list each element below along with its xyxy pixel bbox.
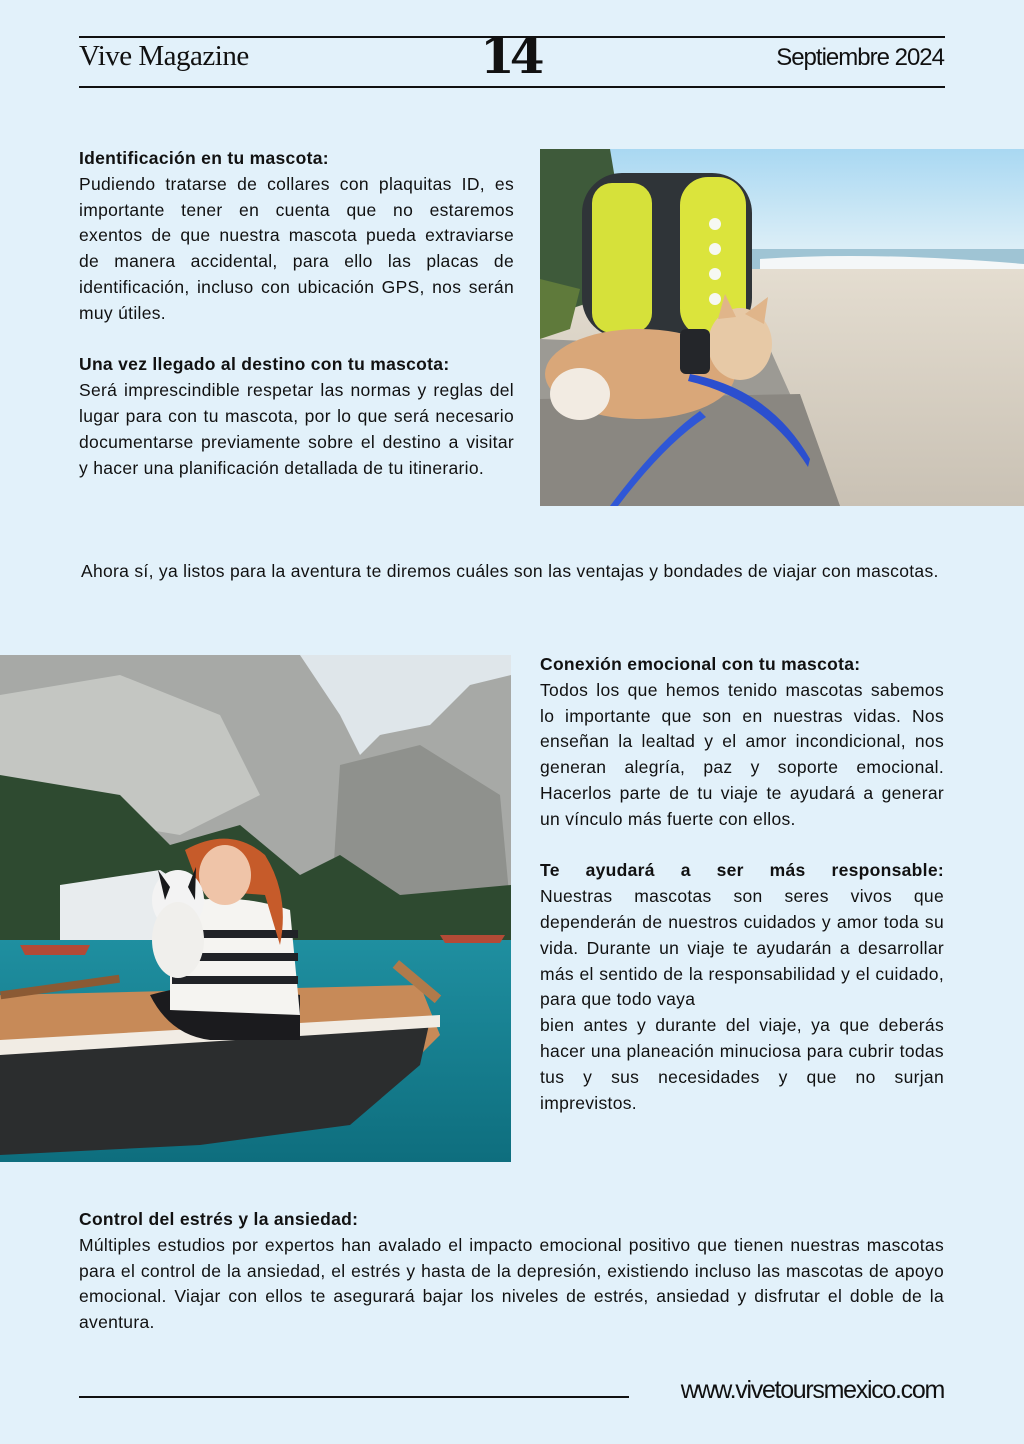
magazine-brand: Vive Magazine bbox=[79, 40, 249, 72]
article-block-conexion bbox=[540, 652, 944, 1116]
section-body-responsable-2: bien antes y durante del viaje, ya que deberás hacer una planeación minuciosa para cubrir todas tus y sus necesidades y que no surjan imprevistos. bbox=[540, 1015, 944, 1113]
website-url: www.vivetoursmexico.com bbox=[680, 1376, 944, 1404]
section-title-identificacion: Identificación en tu mascota: bbox=[79, 148, 329, 168]
issue-date: Septiembre 2024 bbox=[776, 44, 944, 71]
woman-dog-boat-photo bbox=[0, 655, 511, 1162]
cat-beach-photo bbox=[540, 149, 1024, 506]
section-title-estres: Control del estrés y la ansiedad: bbox=[79, 1209, 359, 1229]
header-bottom-rule bbox=[79, 86, 945, 88]
section-title-destino: Una vez llegado al destino con tu mascota: bbox=[79, 354, 450, 375]
page-number: 14 bbox=[480, 26, 540, 85]
section-body-estres: Múltiples estudios por expertos han avalado el impacto emocional positivo que tienen nuestras mascotas para el control de la ansiedad, el estrés y hasta de la depresión, existiendo incluso las mascotas de apoyo emocional. Viajar con ellos te asegurará bajar los niveles de estrés, ansiedad y disfrutar el doble de la aventura. bbox=[79, 1234, 944, 1333]
footer-rule bbox=[79, 1396, 629, 1398]
section-title-conexion: Conexión emocional con tu mascota: bbox=[540, 654, 861, 674]
intro-paragraph: Ahora sí, ya listos para la aventura te diremos cuáles son las ventajas y bondades de viajar con mascotas. bbox=[81, 561, 939, 581]
article-block-identificacion bbox=[79, 146, 514, 481]
article-block-estres bbox=[79, 1207, 944, 1336]
section-body-destino: Será imprescindible respetar las normas y reglas del lugar para con tu mascota, por lo que será necesario documentarse previamente sobre el destino a visitar y hacer una planificación detallada de tu itinerario. bbox=[79, 380, 514, 478]
section-body-identificacion: Pudiendo tratarse de collares con plaquitas ID, es importante tener en cuenta que no estaremos exentos de que nuestra mascota pueda extraviarse de manera accidental, para ello las placas de identificación, incluso con ubicación GPS, nos serán muy útiles. bbox=[79, 173, 514, 323]
section-title-responsable: Te ayudará a ser más responsable: bbox=[540, 860, 944, 881]
section-body-responsable-1: Nuestras mascotas son seres vivos que dependerán de nuestros cuidados y amor toda su vida. Durante un viaje te ayudarán a desarrollar más el sentido de la responsabilidad y el cuidado, para que todo vaya bbox=[540, 886, 944, 1010]
section-body-conexion: Todos los que hemos tenido mascotas sabemos lo importante que son en nuestras vidas. Nos enseñan la lealtad y el amor incondicional, nos generan alegría, paz y soporte emocional. Hacerlos parte de tu viaje te ayudará a generar un vínculo más fuerte con ellos. bbox=[540, 679, 944, 829]
